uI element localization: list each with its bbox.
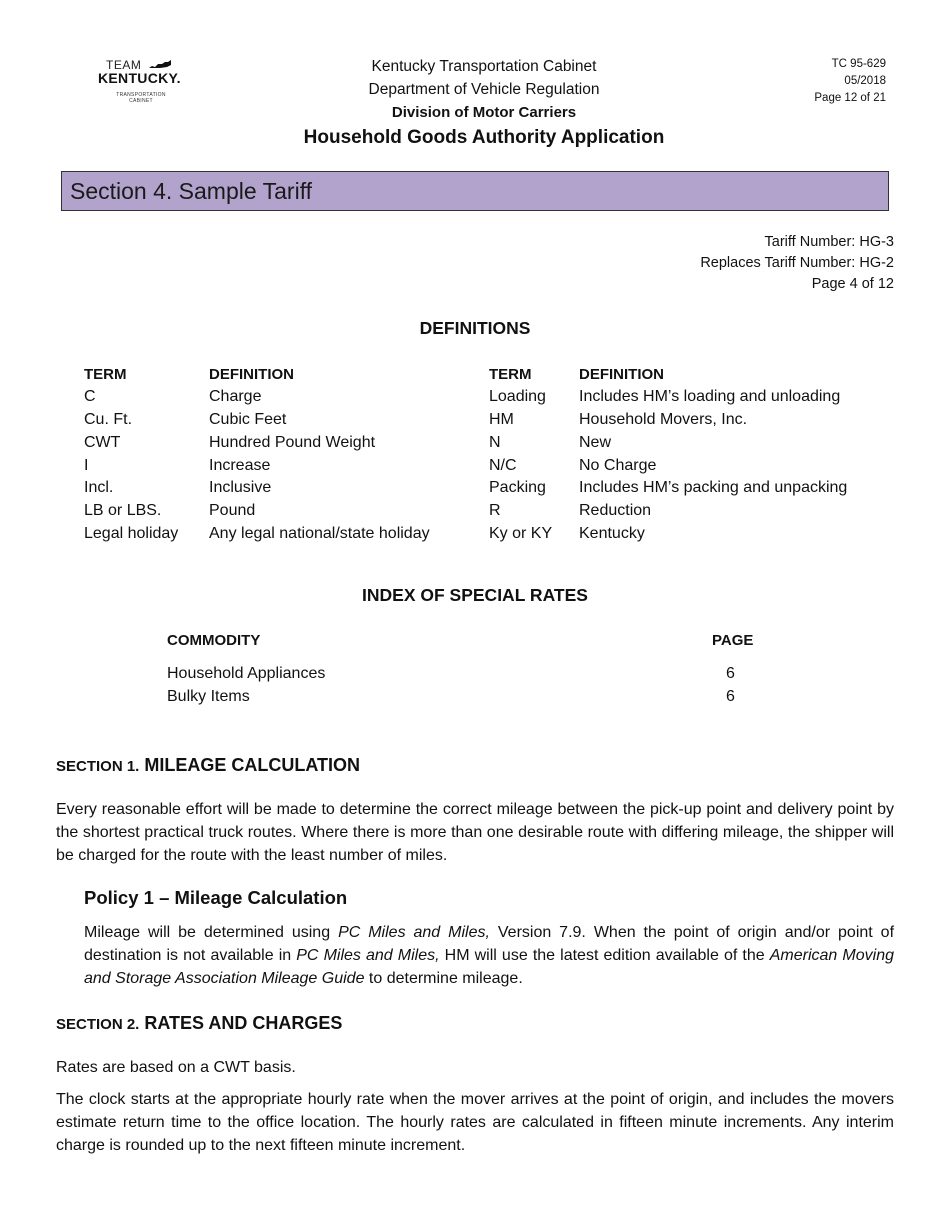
index-page: 6: [726, 665, 735, 682]
definition-term: I: [84, 457, 89, 474]
header-agency: Kentucky Transportation Cabinet: [371, 58, 597, 75]
policy1-heading: Policy 1 – Mileage Calculation: [84, 887, 348, 908]
definition-term: CWT: [84, 434, 121, 451]
section-title: Section 4. Sample Tariff: [70, 178, 313, 204]
index-heading: INDEX OF SPECIAL RATES: [362, 585, 588, 605]
definition-text: Any legal national/state holiday: [209, 525, 430, 542]
definition-text: Includes HM’s packing and unpacking: [579, 479, 848, 496]
definition-term: C: [84, 388, 96, 405]
definition-text: Cubic Feet: [209, 411, 287, 428]
definition-text: New: [579, 434, 612, 451]
section2-body-basis: Rates are based on a CWT basis.: [56, 1059, 296, 1076]
section1-body: Every reasonable effort will be made to determine the correct mileage between the pick-up point and delivery point by the shortest practical truck routes. Where there is more than one desirable route with differing mileage, the shipper will be charged for the route with the least number of miles.: [56, 801, 894, 864]
definition-term: Cu. Ft.: [84, 411, 133, 428]
header-division: Division of Motor Carriers: [391, 104, 577, 121]
definition-text: Includes HM’s loading and unloading: [579, 388, 841, 405]
definitions-col-definition-right: DEFINITION: [579, 366, 664, 383]
definition-term: N/C: [489, 457, 517, 474]
definition-term: Legal holiday: [84, 525, 179, 542]
index-commodity: Bulky Items: [167, 688, 250, 705]
index-page: 6: [726, 688, 735, 705]
index-col-page: PAGE: [712, 632, 754, 649]
definition-text: Hundred Pound Weight: [209, 434, 376, 451]
definition-term: Packing: [489, 479, 546, 496]
section-title-bar: [61, 171, 889, 211]
header-application-title: Household Goods Authority Application: [303, 127, 665, 148]
definition-term: LB or LBS.: [84, 502, 162, 519]
definitions-heading: DEFINITIONS: [419, 318, 531, 338]
definition-text: Household Movers, Inc.: [579, 411, 748, 428]
definition-term: HM: [489, 411, 514, 428]
logo-state-text: KENTUCKY.: [98, 70, 181, 86]
tariff-page: Page 4 of 12: [811, 276, 894, 292]
logo-team-text: TEAM: [106, 58, 142, 72]
policy1-body: Mileage will be determined using PC Miles and Miles, Version 7.9. When the point of origin and/or point of destination is not available in PC Miles and Miles, HM will use the latest edition available of the American Moving and Storage Association Mileage Guide to determine mileage.: [84, 924, 895, 987]
section1-heading: SECTION 1. MILEAGE CALCULATION: [56, 755, 361, 775]
tariff-replaces: Replaces Tariff Number: HG-2: [700, 255, 894, 271]
definition-text: Reduction: [579, 502, 652, 519]
definition-text: No Charge: [579, 457, 657, 474]
definition-term: Loading: [489, 388, 546, 405]
definitions-col-definition-left: DEFINITION: [209, 366, 294, 383]
index-commodity: Household Appliances: [167, 665, 326, 682]
tariff-number: Tariff Number: HG-3: [764, 234, 894, 250]
definitions-col-term-left: TERM: [84, 366, 127, 383]
definition-term: Incl.: [84, 479, 114, 496]
definition-term: R: [489, 502, 501, 519]
form-number: TC 95-629: [831, 58, 886, 70]
definition-term: N: [489, 434, 501, 451]
definitions-col-term-right: TERM: [489, 366, 532, 383]
section2-heading: SECTION 2. RATES AND CHARGES: [56, 1013, 343, 1033]
definition-text: Increase: [209, 457, 271, 474]
index-col-commodity: COMMODITY: [167, 632, 261, 649]
definition-text: Kentucky: [579, 525, 645, 542]
form-page-number: Page 12 of 21: [814, 92, 886, 104]
kentucky-state-icon: [148, 60, 172, 69]
team-kentucky-logo: [98, 58, 188, 110]
form-date: 05/2018: [844, 75, 886, 87]
section2-body-clock: The clock starts at the appropriate hourly rate when the mover arrives at the point of origin, and includes the movers estimate return time to the office location. The hourly rates are calculated in fifteen minute increments. Any interim charge is rounded up to the next fifteen minute increment.: [56, 1091, 894, 1154]
definition-text: Inclusive: [209, 479, 272, 496]
definition-text: Pound: [209, 502, 256, 519]
definition-text: Charge: [209, 388, 262, 405]
logo-subtitle: TRANSPORTATION CABINET: [116, 92, 166, 104]
header-department: Department of Vehicle Regulation: [368, 81, 600, 98]
definition-term: Ky or KY: [489, 525, 553, 542]
